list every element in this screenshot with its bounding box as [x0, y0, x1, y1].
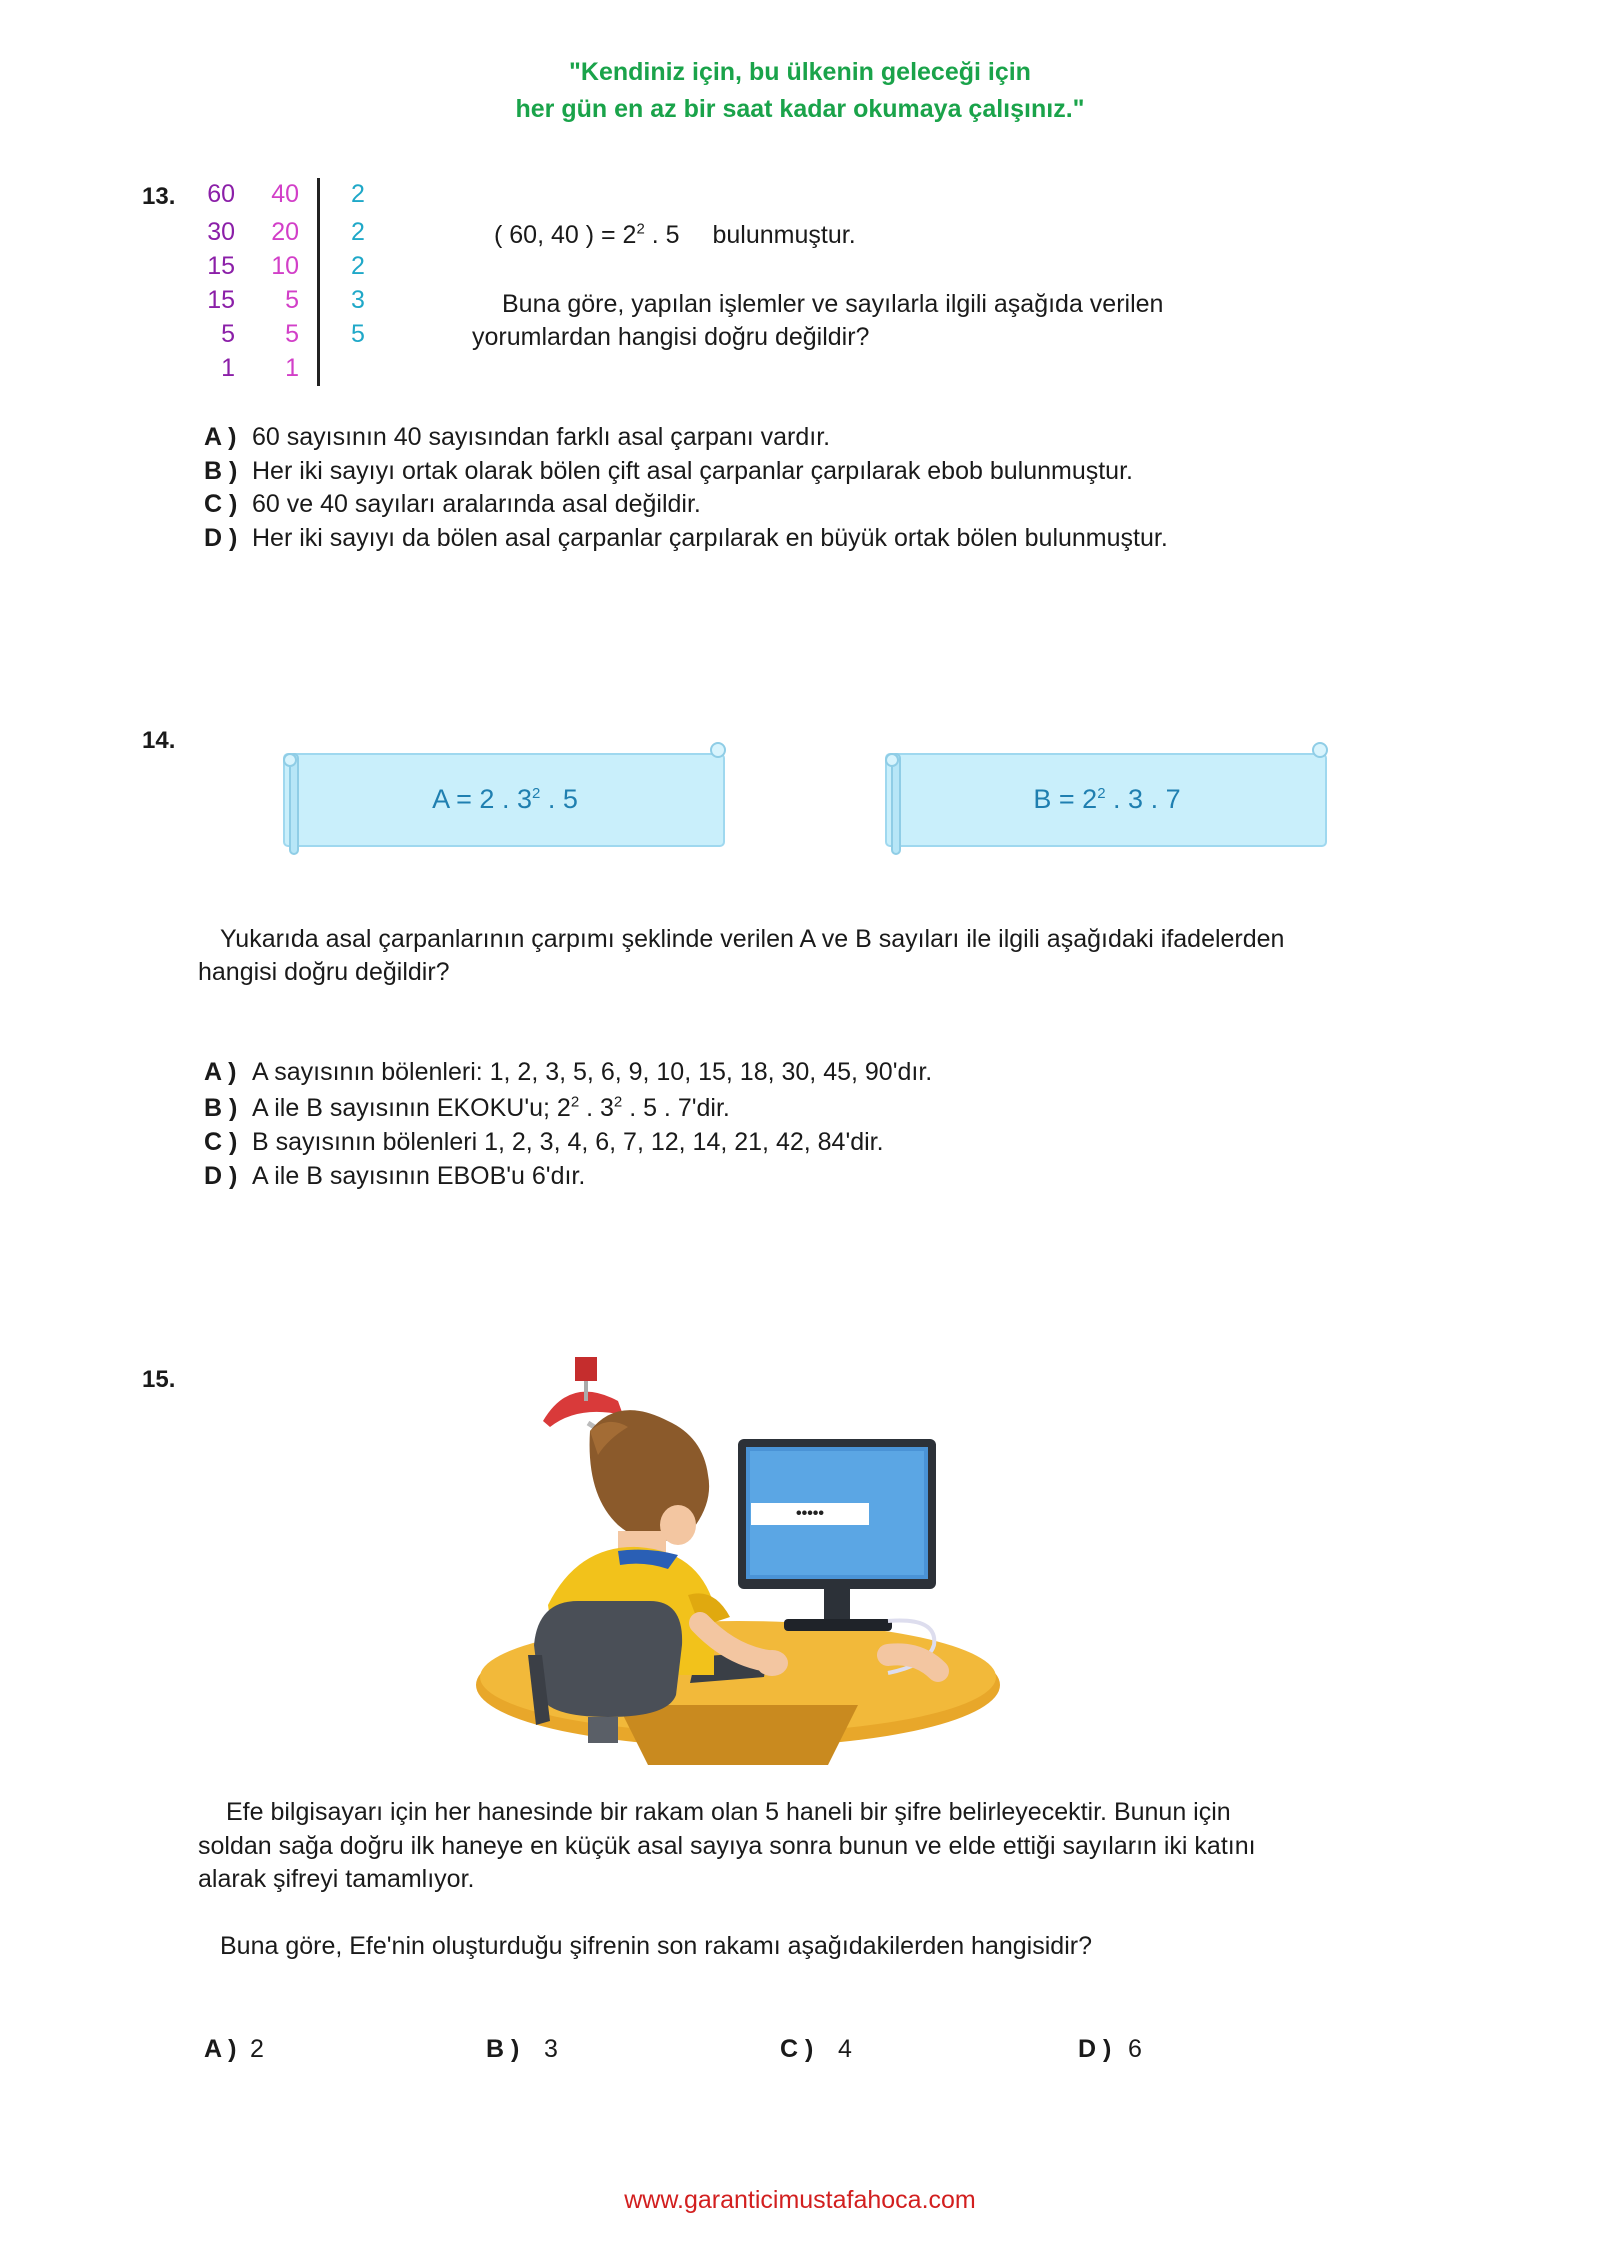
option-b[interactable]: B ) 3 [486, 2035, 558, 2063]
factor-cell: 15 [207, 286, 235, 314]
prime-factor: 2 [351, 252, 365, 280]
option-c[interactable]: C ) 60 ve 40 sayıları aralarında asal değildir. [204, 490, 701, 518]
question-15-number: 15. [142, 1366, 176, 1393]
factor-cell: 40 [271, 180, 299, 208]
option-c[interactable]: C ) B sayısının bölenleri 1, 2, 3, 4, 6, 7, 12, 14, 21, 42, 84'dir. [204, 1128, 884, 1156]
question-15-stem-3: alarak şifreyi tamamlıyor. [198, 1865, 475, 1893]
question-13-number: 13. [142, 183, 176, 210]
question-13-stem-1: Buna göre, yapılan işlemler ve sayılarla ilgili aşağıda verilen [502, 290, 1164, 318]
option-a[interactable]: A ) 60 sayısının 40 sayısından farklı asal çarpanı vardır. [204, 423, 831, 451]
option-c[interactable]: C ) 4 [780, 2035, 852, 2063]
option-a[interactable]: A ) 2 [204, 2035, 264, 2063]
factor-cell: 15 [207, 252, 235, 280]
option-b[interactable]: B ) Her iki sayıyı ortak olarak bölen çift asal çarpanlar çarpılarak ebob bulunmuştur. [204, 457, 1133, 485]
ebob-equation: ( 60, 40 ) = $2^2$ . 5 bulunmuştur. [494, 220, 856, 249]
factor-cell: 5 [285, 286, 299, 314]
option-a[interactable]: A ) A sayısının bölenleri: 1, 2, 3, 5, 6, 9, 10, 15, 18, 30, 45, 90'dır. [204, 1058, 933, 1086]
prime-factor: 3 [351, 286, 365, 314]
factor-cell: 10 [271, 252, 299, 280]
factor-cell: 60 [207, 180, 235, 208]
option-d[interactable]: D ) A ile B sayısının EBOB'u 6'dır. [204, 1162, 586, 1190]
question-13-stem-2: yorumlardan hangisi doğru değildir? [472, 323, 870, 351]
question-15-stem-2: soldan sağa doğru ilk haneye en küçük asal sayıya sonra bunun ve elde ettiği sayıların iki katını [198, 1832, 1256, 1860]
option-d[interactable]: D ) Her iki sayıyı da bölen asal çarpanlar çarpılarak en büyük ortak bölen bulunmuştur. [204, 524, 1168, 552]
factor-cell: 5 [285, 320, 299, 348]
motto-line-1: "Kendiniz için, bu ülkenin geleceği için [569, 58, 1031, 86]
question-14-stem-1: Yukarıda asal çarpanlarının çarpımı şeklinde verilen A ve B sayıları ile ilgili aşağıdaki ifadelerden [220, 925, 1285, 953]
scroll-b: $B = 2^2$ . 3 . 7 [878, 740, 1336, 860]
scroll-a: A = 2 . $3^2$ . 5 [276, 740, 734, 860]
computer-illustration [468, 1355, 1008, 1775]
factor-cell: 5 [221, 320, 235, 348]
motto-line-2: her gün en az bir saat kadar okumaya çalışınız." [515, 95, 1085, 123]
factor-cell: 1 [221, 354, 235, 382]
division-line [317, 178, 320, 386]
factor-cell: 20 [271, 218, 299, 246]
question-14-stem-2: hangisi doğru değildir? [198, 958, 450, 986]
question-14-number: 14. [142, 727, 176, 754]
prime-factor: 2 [351, 180, 365, 208]
question-15-stem-1: Efe bilgisayarı için her hanesinde bir rakam olan 5 haneli bir şifre belirleyecektir. Bunun için [226, 1798, 1231, 1826]
prime-factor: 5 [351, 320, 365, 348]
factor-cell: 30 [207, 218, 235, 246]
option-d[interactable]: D ) 6 [1078, 2035, 1142, 2063]
option-b[interactable]: B ) A ile B sayısının EKOKU'u; $2^2$ . $3^2$ . 5 . 7'dir. [204, 1093, 730, 1122]
password-mask: ••••• [795, 1505, 824, 1522]
question-15-question: Buna göre, Efe'nin oluşturduğu şifrenin son rakamı aşağıdakilerden hangisidir? [220, 1932, 1092, 1960]
footer-url[interactable]: www.garanticimustafahoca.com [624, 2186, 976, 2214]
prime-factor: 2 [351, 218, 365, 246]
factor-cell: 1 [285, 354, 299, 382]
